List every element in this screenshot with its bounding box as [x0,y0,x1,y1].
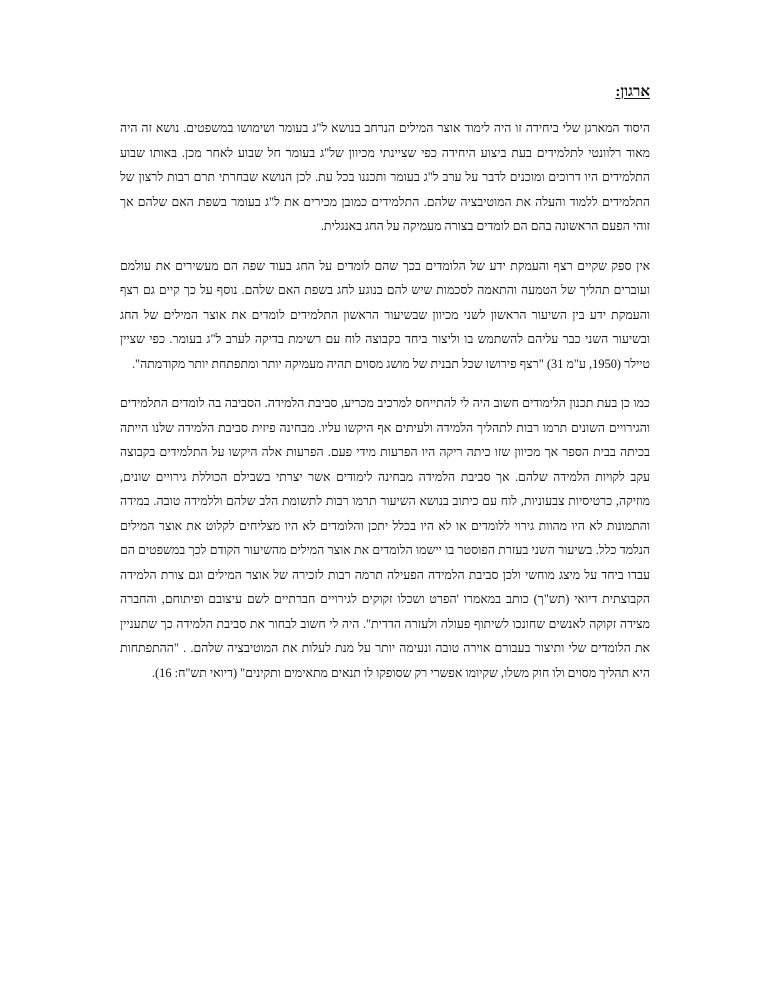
paragraph-learning-environment: כמו כן בעת תכנון הלימודים חשוב היה לי להתייחס למרכיב מכריע, סביבת הלמידה. הסביבה בה לומדים התלמידים והגירויים השונים תרמו רבות לתהליך הלמידה ולעיתים אף היקשו עליו. מבחינה פיזית סביבת הלמידה שלנו הייתה בכיתה בבית הספר אך מכיוון שזו כיתה ריקה היו הפרעות מידי פעם. הפרעות אלה היקשו על התלמידים בקבוצה עקב לקויות הלמידה שלהם. אך סביבת הלמידה מבחינה לימודים אשר יצרתי בשבילם הכוללת גירויים שונים, מוזיקה, כרטיסיות צבעוניות, לוח עם כיתוב בנושא השיעור תרמו רבות לתשומת הלב שלהם וללמידה טובה. במידה והתמונות לא היו מהוות גירוי ללומדים או לא היו בכלל יתכן והלומדים לא היו מצליחים לקלוט את אוצר המילים הנלמד כלל. בשיעור השני בעזרת הפוסטר בו יישמו הלומדים את אוצר המילים מהשיעור הקודם לכך במשפטים הם עבדו ביחד על מיצג מוחשי ולכן סביבת הלמידה הפעילה תרמה רבות לזכירה של אוצר המילים וגם צורת הלמידה הקבוצתית דיואי (תש"ך) כותב במאמרו 'הפרט ושכלו זקוקים לגירויים חברתיים לשם עיצובם ופיתוחם, והחברה מצידה זקוקה לאנשים שחונכו לשיתוף פעולה ולעזרה הדדית". היה לי חשוב לבחור את סביבת הלמידה כך שתעניין את הלומדים שלי ותיצור בעבורם אוירה טובה ונעימה יותר על מנת לעלות את המוטיבציה שלהם. . "ההתפתחות היא תהליך מסוים ולו חוק משלו, שקיומו אפשרי רק שסופקו לו תנאים מתאימים ותקינים" (דיואי תש"ח: 16). [120,396,650,680]
document-page [120,82,650,700]
paragraph-continuity: אין ספק שקיים רצף והעמקת ידע של הלומדים בכך שהם לומדים על החג בעוד שפה הם מעשירים את עולמם ועוברים תהליך של הטמעה והתאמה לסכמות שיש להם בנוגע לחג בשפת האם שלהם. נוסף על כך קיים גם רצף והעמקת ידע בין השיעור הראשון לשני מכיוון שבשיעור הראשון התלמידים לומדים את אוצר המילים של החג ובשיעור השני כבר עליהם להשתמש בו וליצור ביחד כקבוצה לוח עם רשימת בדיקה לערב ל"ג בעומר. כפי שציין טיילר (1950, ע"מ 31) "רצף פירושו שכל תבנית של מושג מסוים תהיה מעמיקה יותר ומתפתחת יותר מקודמתה". [120,258,650,371]
paragraph-organizing-principle: היסוד המארגן שלי ביחידה זו היה לימוד אוצר המילים הנרחב בנושא ל"ג בעומר ושימושו במשפטים. נושא זה היה מאוד רלוונטי לתלמידים בעת ביצוע היחידה כפי שציינתי מכיוון של"ג בעומר חל שבוע לאחר מכן. באותו שבוע התלמידים היו דרוכים ומוכנים לדבר על ערב ל"ג בעומר ותכננו בכל עת. לכן הנושא שבחרתי תרם רבות לרצון של התלמידים ללמוד והעלה את המוטיבציה שלהם. התלמידים כמובן מכירים את ל"ג בעומר בשפת האם שלהם אך זוהי הפעם הראשונה בהם הם לומדים בצורה מעמיקה על החג באנגלית. [120,121,650,233]
section-heading: ארגון: [615,84,650,100]
